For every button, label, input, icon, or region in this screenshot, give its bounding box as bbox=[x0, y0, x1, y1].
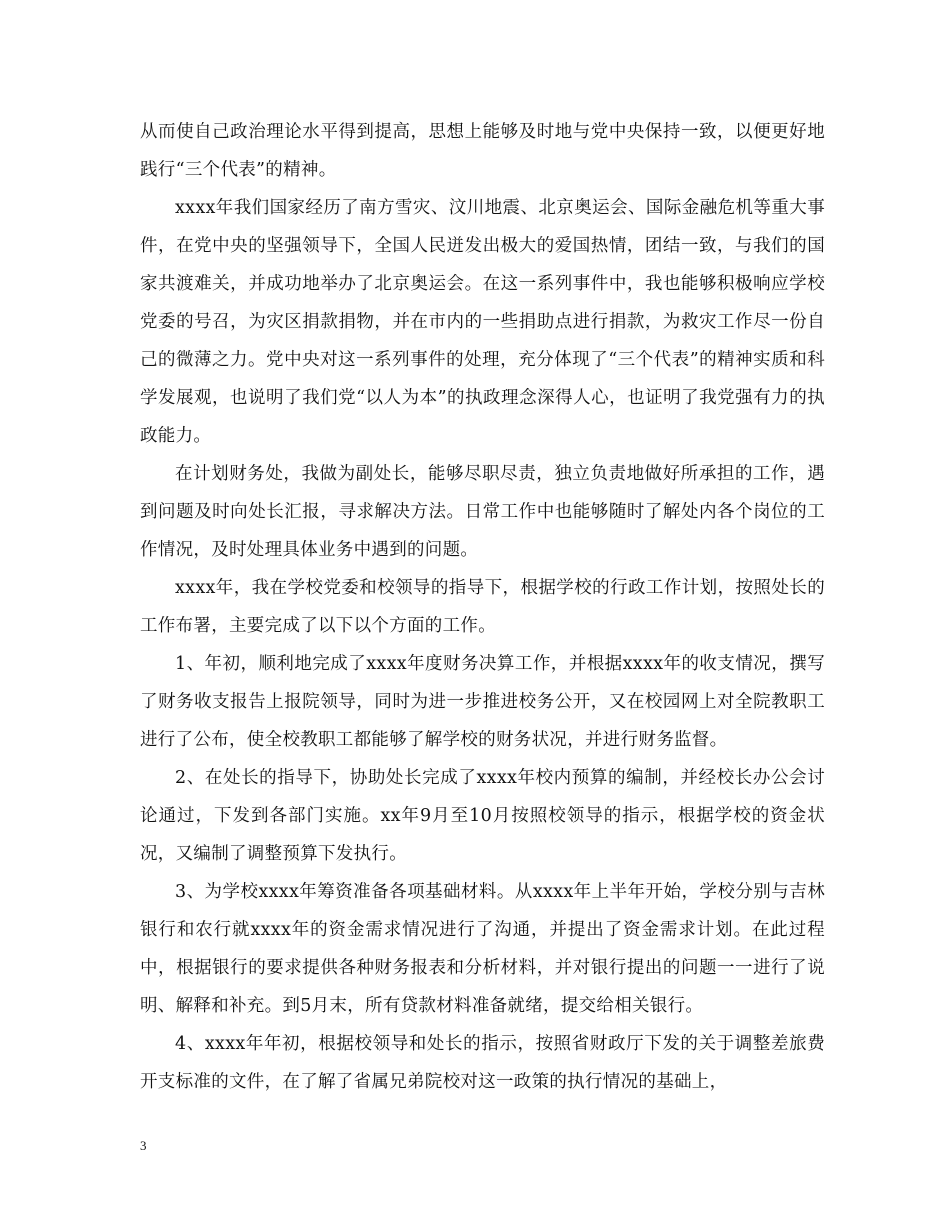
paragraph-8: 4、xxxx年年初，根据校领导和处长的指示，按照省财政厅下发的关于调整差旅费开支标准的文件，在了解了省属兄弟院校对这一政策的执行情况的基础上， bbox=[140, 1034, 825, 1092]
paragraph-4: xxxx年，我在学校党委和校领导的指导下，根据学校的行政工作计划，按照处长的工作布署，主要完成了以下以个方面的工作。 bbox=[140, 578, 825, 636]
paragraph-1: 从而使自己政治理论水平得到提高，思想上能够及时地与党中央保持一致，以便更好地践行“三个代表”的精神。 bbox=[140, 122, 825, 180]
paragraph-2: xxxx年我们国家经历了南方雪灾、汶川地震、北京奥运会、国际金融危机等重大事件，在党中央的坚强领导下，全国人民迸发出极大的爱国热情，团结一致，与我们的国家共渡难关，并成功地举办了北京奥运会。在这一系列事件中，我也能够积极响应学校党委的号召，为灾区捐款捐物，并在市内的一些捐助点进行捐款，为救灾工作尽一份自己的微薄之力。党中央对这一系列事件的处理，充分体现了“三个代表”的精神实质和科学发展观，也说明了我们党“以人为本”的执政理念深得人心，也证明了我党强有力的执政能力。 bbox=[140, 198, 825, 446]
paragraph-5: 1、年初，顺利地完成了xxxx年度财务决算工作，并根据xxxx年的收支情况，撰写了财务收支报告上报院领导，同时为进一步推进校务公开，又在校园网上对全院教职工进行了公布，使全校教职工都能够了解学校的财务状况，并进行财务监督。 bbox=[140, 654, 825, 750]
paragraph-7: 3、为学校xxxx年筹资准备各项基础材料。从xxxx年上半年开始，学校分别与吉林银行和农行就xxxx年的资金需求情况进行了沟通，并提出了资金需求计划。在此过程中，根据银行的要求提供各种财务报表和分析材料，并对银行提出的问题一一进行了说明、解释和补充。到5月末，所有贷款材料准备就绪，提交给相关银行。 bbox=[140, 882, 825, 1016]
paragraph-6: 2、在处长的指导下，协助处长完成了xxxx年校内预算的编制，并经校长办公会讨论通过，下发到各部门实施。xx年9月至10月按照校领导的指示，根据学校的资金状况，又编制了调整预算下发执行。 bbox=[140, 768, 825, 864]
paragraph-3: 在计划财务处，我做为副处长，能够尽职尽责，独立负责地做好所承担的工作，遇到问题及时向处长汇报，寻求解决方法。日常工作中也能够随时了解处内各个岗位的工作情况，及时处理具体业务中遇到的问题。 bbox=[140, 464, 825, 560]
document-body bbox=[140, 113, 825, 1101]
page-number: 3 bbox=[140, 1138, 147, 1153]
